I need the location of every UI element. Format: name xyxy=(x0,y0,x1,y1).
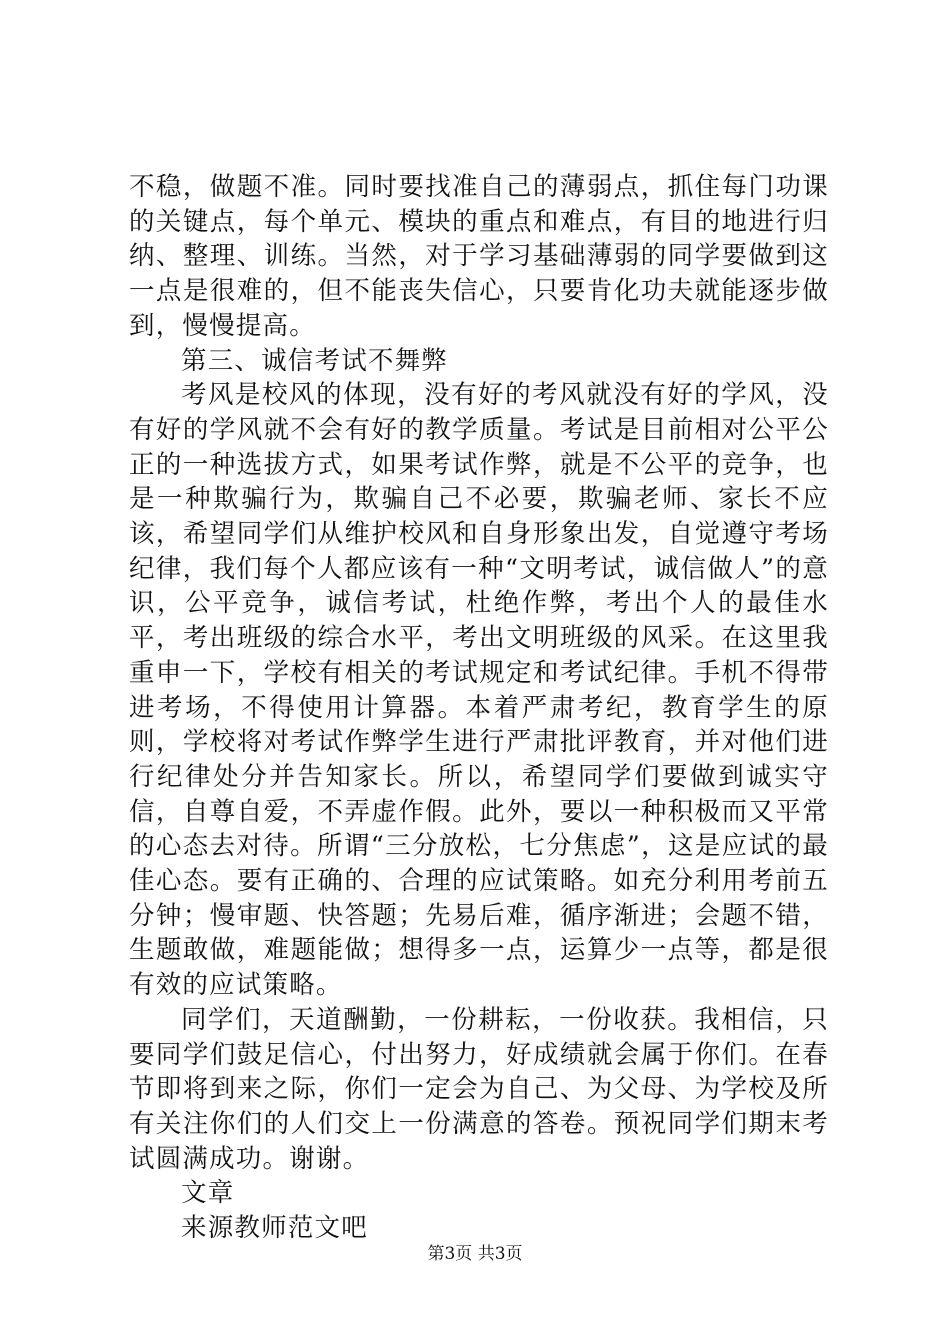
section-heading: 第三、诚信考试不舞弊 xyxy=(181,345,449,376)
paragraph-closing: 同学们，天道酬勤，一份耕耘，一份收获。我相信，只要同学们鼓足信心，付出努力，好成绩就会属于你们。在春节即将到来之际，你们一定会为自己、为父母、为学校及所有关注你们的人们交上一份满意的答卷。预祝同学们期末考试圆满成功。谢谢。 xyxy=(129,1004,829,1174)
source-name: 来源教师范文吧 xyxy=(181,1213,368,1244)
source-label: 文章 xyxy=(181,1178,235,1209)
page-number-footer: 第3页 共3页 xyxy=(427,1244,523,1264)
paragraph-exam-integrity: 考风是校风的体现，没有好的考风就没有好的学风，没有好的学风就不会有好的教学质量。考试是目前相对公平公正的一种选拔方式，如果考试作弊，就是不公平的竞争，也是一种欺骗行为，欺骗自己不必要，欺骗老师、家长不应该，希望同学们从维护校风和自身形象出发，自觉遵守考场纪律，我们每个人都应该有一种“文明考试，诚信做人”的意识，公平竞争，诚信考试，杜绝作弊，考出个人的最佳水平，考出班级的综合水平，考出文明班级的风采。在这里我重申一下，学校有相关的考试规定和考试纪律。手机不得带进考场，不得使用计算器。本着严肃考纪，教育学生的原则，学校将对考试作弊学生进行严肃批评教育，并对他们进行纪律处分并告知家长。所以，希望同学们要做到诚实守信，自尊自爱，不弄虚作假。此外，要以一种积极而又平常的心态去对待。所谓“三分放松，七分焦虑”，这是应试的最佳心态。要有正确的、合理的应试策略。如充分利用考前五分钟；慢审题、快答题；先易后难，循序渐进；会题不错，生题敢做，难题能做；想得多一点，运算少一点等，都是很有效的应试策略。 xyxy=(129,380,829,1001)
document-body xyxy=(129,170,829,1246)
paragraph-continued: 不稳，做题不准。同时要找准自己的薄弱点，抓住每门功课的关键点，每个单元、模块的重点和难点，有目的地进行归纳、整理、训练。当然，对于学习基础薄弱的同学要做到这一点是很难的，但不能丧失信心，只要肯化功夫就能逐步做到，慢慢提高。 xyxy=(129,172,829,341)
